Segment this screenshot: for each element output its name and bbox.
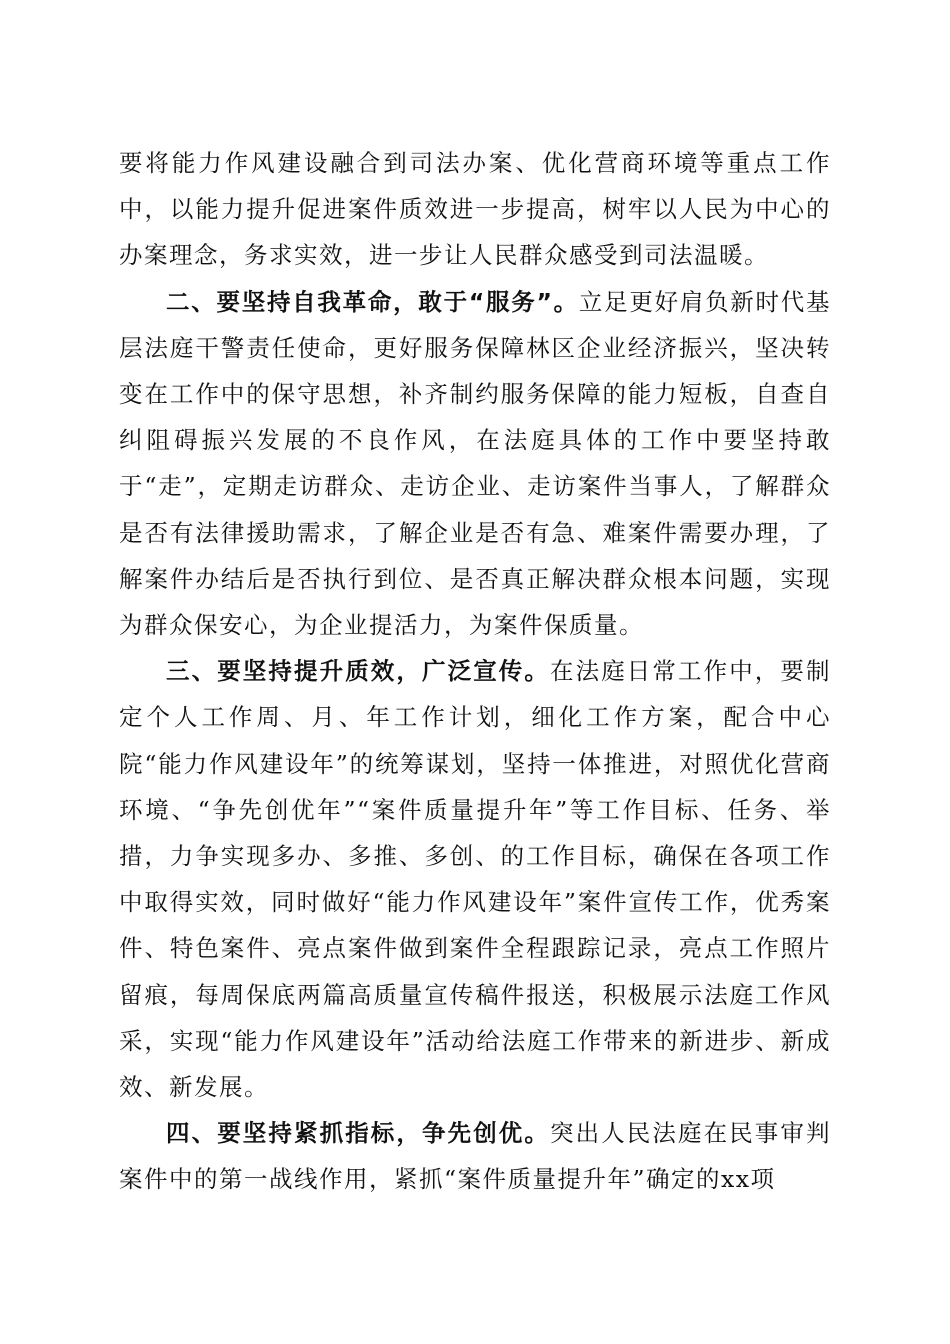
paragraph-section-2: [119, 279, 831, 649]
paragraph-text: 立足更好肩负新时代基层法庭干警责任使命，更好服务保障林区企业经济振兴，坚决转变在工作中的保守思想，补齐制约服务保障的能力短板，自查自纠阻碍振兴发展的不良作风，在法庭具体的工作中要坚持敢于“走”，定期走访群众、走访企业、走访案件当事人，了解群众是否有法律援助需求，了解企业是否有急、难案件需要办理，了解案件办结后是否执行到位、是否真正解决群众根本问题，实现为群众保安心，为企业提活力，为案件保质量。: [119, 287, 832, 640]
paragraph-text: 要将能力作风建设融合到司法办案、优化营商环境等重点工作中，以能力提升促进案件质效进一步提高，树牢以人民为中心的办案理念，务求实效，进一步让人民群众感受到司法温暖。: [119, 149, 831, 270]
paragraph-text: 在法庭日常工作中，要制定个人工作周、月、年工作计划，细化工作方案，配合中心院“能力作风建设年”的统筹谋划，坚持一体推进，对照优化营商环境、“争先创优年”“案件质量提升年”等工作目标、任务、举措，力争实现多办、多推、多创、的工作目标，确保在各项工作中取得实效，同时做好“能力作风建设年”案件宣传工作，优秀案件、特色案件、亮点案件做到案件全程跟踪记录，亮点工作照片留痕，每周保底两篇高质量宣传稿件报送，积极展示法庭工作风采，实现“能力作风建设年”活动给法庭工作带来的新进步、新成效、新发展。: [119, 657, 831, 1102]
section-heading: 二、要坚持自我革命，敢于“服务”。: [166, 287, 579, 316]
section-heading: 四、要坚持紧抓指标，争先创优。: [166, 1119, 550, 1148]
document-body: [119, 140, 831, 1203]
section-heading: 三、要坚持提升质效，广泛宣传。: [166, 657, 550, 686]
paragraph-section-3: [119, 648, 831, 1110]
paragraph-text: 突出人民法庭在民事审判案件中的第一战线作用，紧抓“案件质量提升年”确定的xx项: [119, 1119, 831, 1194]
paragraph-section-4: [119, 1110, 831, 1202]
paragraph-continuation: [119, 140, 831, 279]
